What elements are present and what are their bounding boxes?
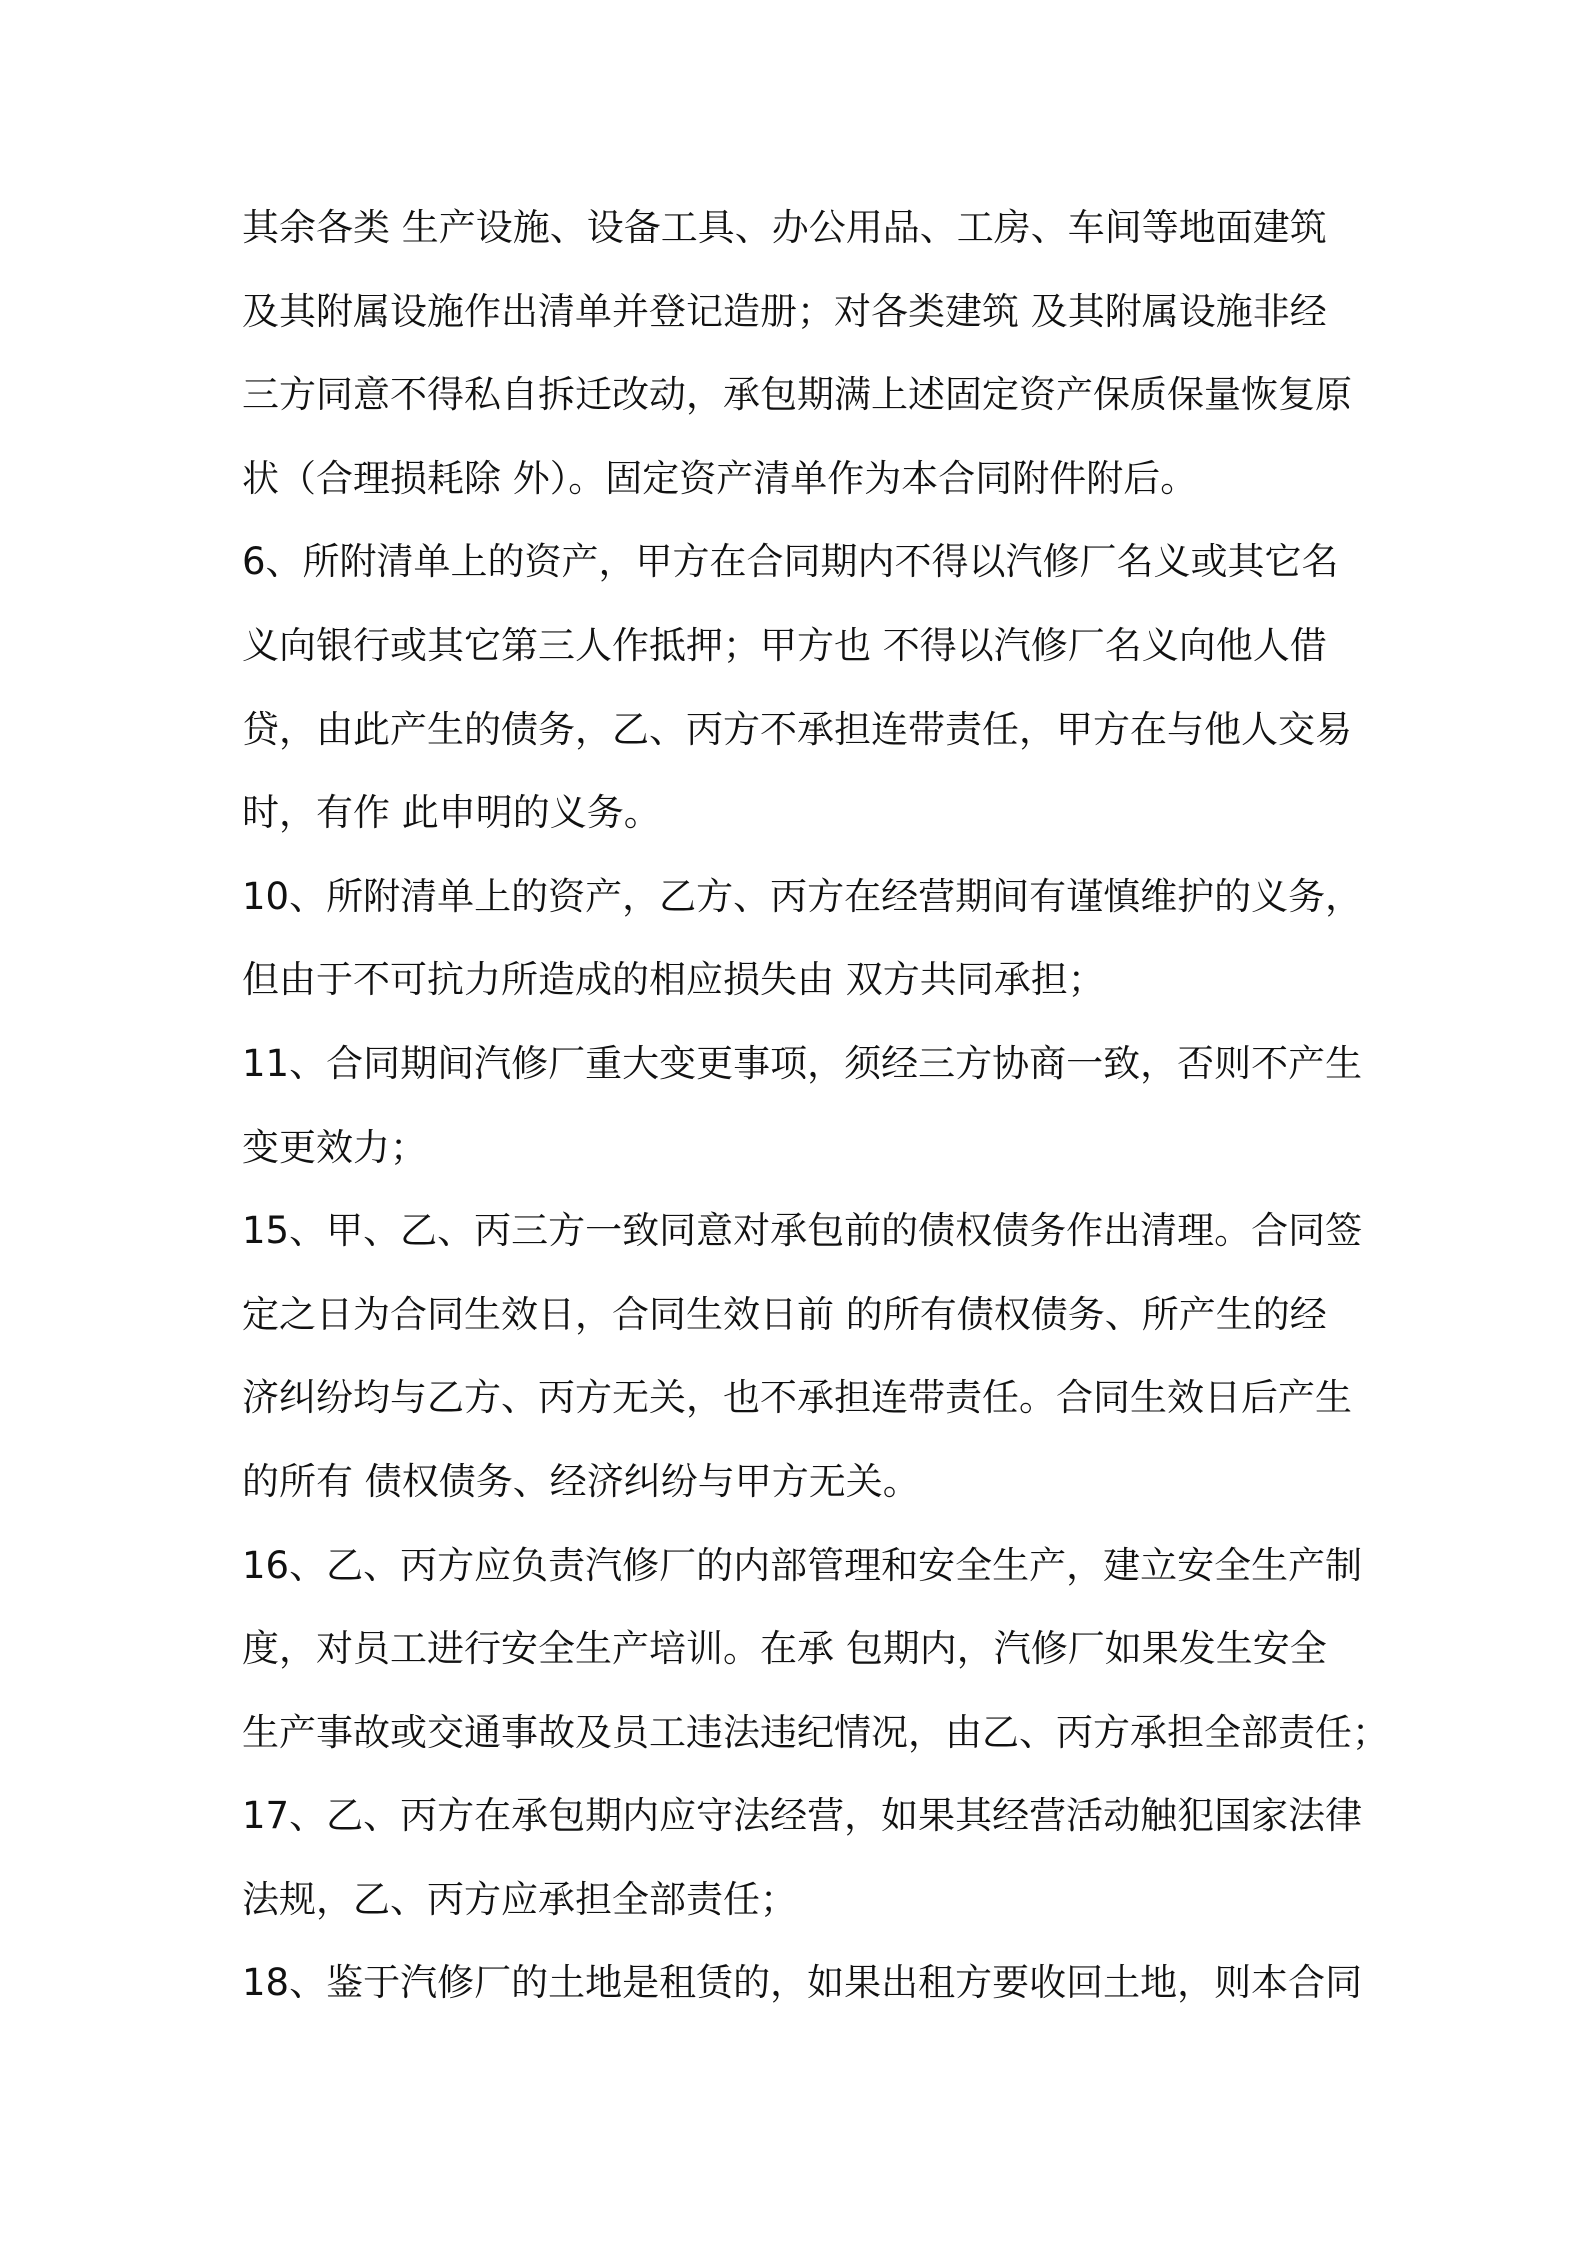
clause-11: 11、合同期间汽修厂重大变更事项，须经三方协商一致，否则不产生 — [242, 1041, 1363, 1085]
text-line: 状（合理损耗除 外）。固定资产清单作为本合同附件附后。 — [242, 456, 1198, 500]
clause-16: 16、乙、丙方应负责汽修厂的内部管理和安全生产，建立安全生产制 — [242, 1543, 1363, 1587]
text-line: 度，对员工进行安全生产培训。在承 包期内，汽修厂如果发生安全 — [242, 1627, 1327, 1671]
text-line: 贷，由此产生的债务，乙、丙方不承担连带责任，甲方在与他人交易 — [242, 707, 1352, 751]
clause-17: 17、乙、丙方在承包期内应守法经营，如果其经营活动触犯国家法律 — [242, 1794, 1363, 1838]
clause-18: 18、鉴于汽修厂的土地是租赁的，如果出租方要收回土地，则本合同 — [242, 1961, 1363, 2005]
contract-text — [242, 186, 1389, 2025]
text-line: 济纠纷均与乙方、丙方无关，也不承担连带责任。合同生效日后产生 — [242, 1376, 1352, 1420]
text-line: 生产事故或交通事故及员工违法违纪情况，由乙、丙方承担全部责任； — [242, 1710, 1389, 1754]
clause-15: 15、甲、乙、丙三方一致同意对承包前的债权债务作出清理。合同签 — [242, 1209, 1363, 1253]
text-line: 时，有作 此申明的义务。 — [242, 791, 661, 835]
text-line: 及其附属设施作出清单并登记造册；对各类建筑 及其附属设施非经 — [242, 289, 1327, 333]
text-line: 但由于不可抗力所造成的相应损失由 双方共同承担； — [242, 958, 1105, 1002]
text-line: 其余各类 生产设施、设备工具、办公用品、工房、车间等地面建筑 — [242, 206, 1327, 249]
text-line: 三方同意不得私自拆迁改动，承包期满上述固定资产保质保量恢复原 — [242, 373, 1352, 417]
text-line: 法规，乙、丙方应承担全部责任； — [242, 1877, 797, 1921]
text-line: 变更效力； — [242, 1125, 427, 1169]
clause-10: 10、所附清单上的资产，乙方、丙方在经营期间有谨慎维护的义务， — [242, 874, 1363, 918]
text-line: 义向银行或其它第三人作抵押；甲方也 不得以汽修厂名义向他人借 — [242, 623, 1327, 667]
text-line: 的所有 债权债务、经济纠纷与甲方无关。 — [242, 1459, 920, 1503]
clause-6: 6、所附清单上的资产，甲方在合同期内不得以汽修厂名义或其它名 — [242, 540, 1339, 584]
text-line: 定之日为合同生效日，合同生效日前 的所有债权债务、所产生的经 — [242, 1292, 1327, 1336]
